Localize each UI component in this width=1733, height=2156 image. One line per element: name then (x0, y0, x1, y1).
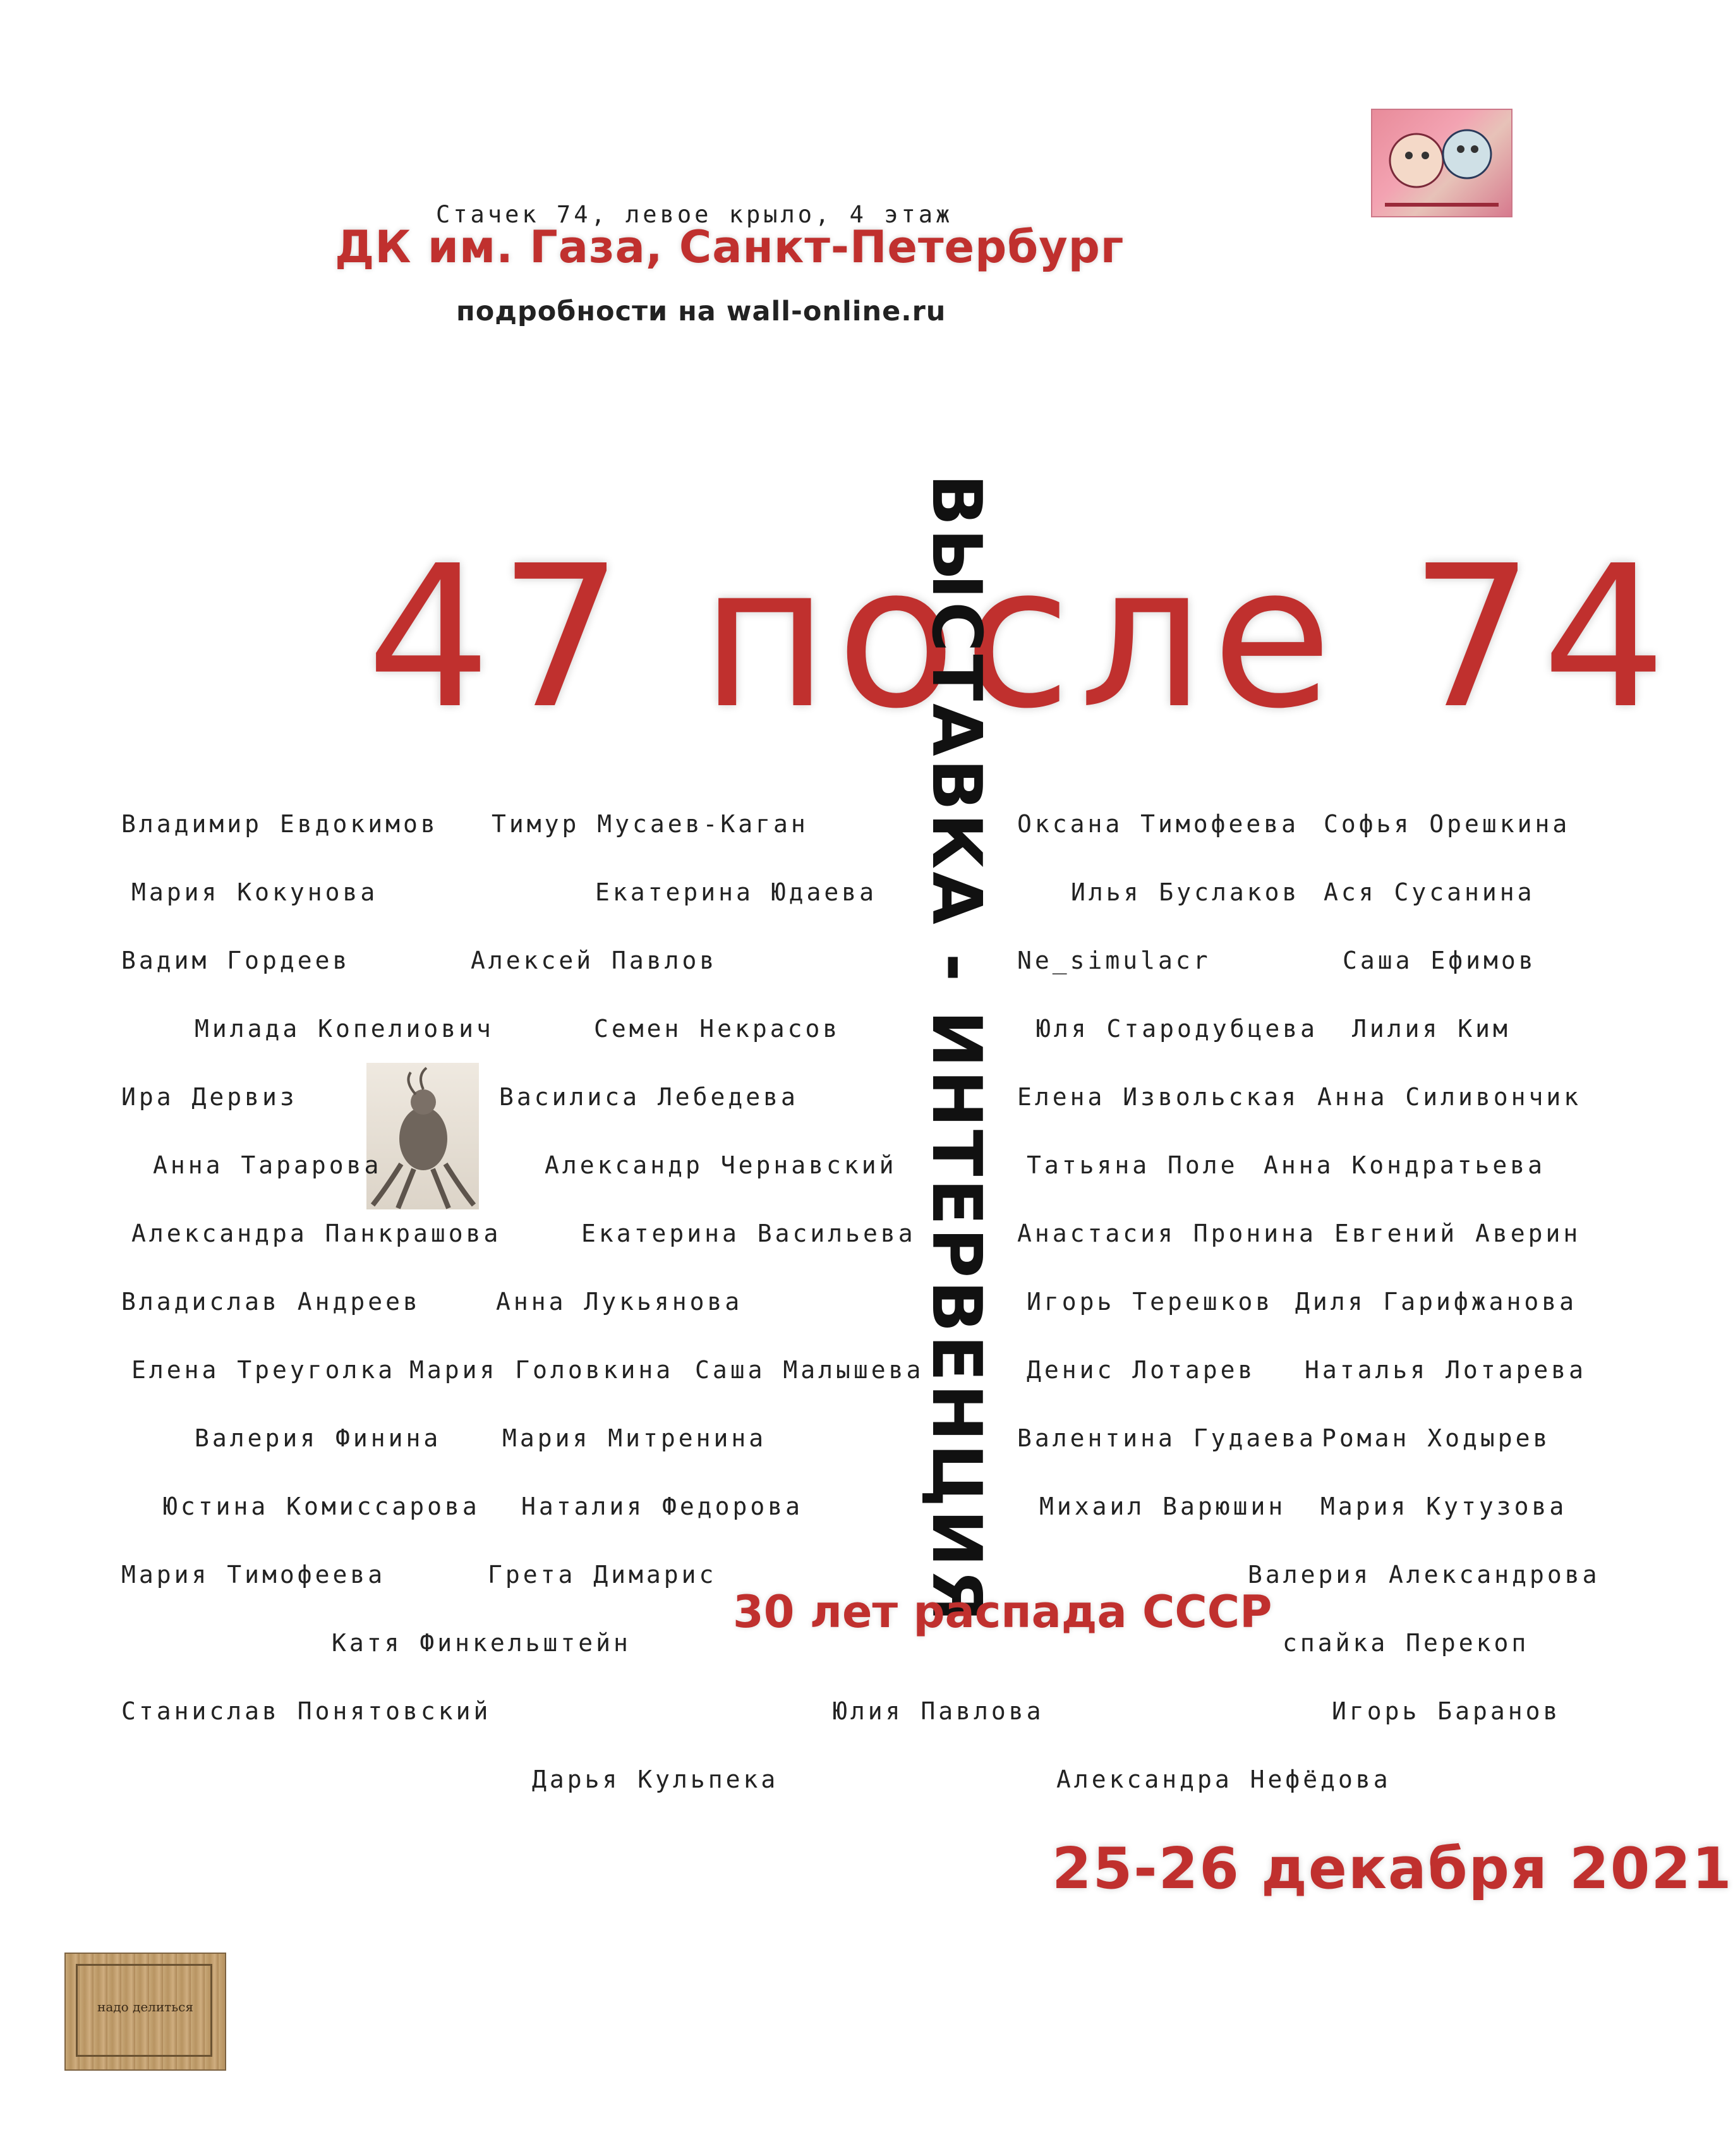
main-title: 47 после 74 (366, 524, 1674, 752)
artist-name: Грета Димарис (488, 1561, 717, 1589)
artist-name: Екатерина Юдаева (595, 878, 878, 906)
artist-name: спайка Перекоп (1283, 1629, 1530, 1657)
address: Стачек 74, левое крыло, 4 этаж (436, 201, 953, 228)
artist-name: Александр Чернавский (545, 1151, 897, 1179)
artist-name: Елена Треуголка (131, 1356, 396, 1384)
artist-name: Катя Финкельштейн (332, 1629, 631, 1657)
artist-name: Александра Панкрашова (131, 1220, 502, 1247)
artist-name: Владимир Евдокимов (121, 810, 438, 838)
wood-sign-image (64, 1953, 226, 2071)
artist-name: Саша Ефимов (1343, 947, 1537, 974)
artist-name: Денис Лотарев (1027, 1356, 1256, 1384)
artist-name: Софья Орешкина (1324, 810, 1571, 838)
artist-name: Саша Малышева (695, 1356, 924, 1384)
artist-name: Илья Буслаков (1071, 878, 1300, 906)
artist-name: Александра Нефёдова (1056, 1765, 1391, 1793)
artist-name: Екатерина Васильева (581, 1220, 916, 1247)
artist-name: Вадим Гордеев (121, 947, 351, 974)
event-dates: 25-26 декабря 2021 (1052, 1836, 1733, 1902)
artist-name: Владислав Андреев (121, 1288, 421, 1316)
artist-name: Мария Головкина (409, 1356, 674, 1384)
artist-name: Мария Тимофеева (121, 1561, 386, 1589)
artist-name: Юстина Комиссарова (163, 1493, 480, 1520)
artist-name: Наталия Федорова (521, 1493, 804, 1520)
details-link[interactable]: подробности на wall-online.ru (456, 296, 946, 327)
artist-name: Станислав Понятовский (121, 1697, 492, 1725)
artist-name: Елена Извольская (1017, 1083, 1300, 1111)
artist-name: Евгений Аверин (1334, 1220, 1581, 1247)
artist-name: Игорь Терешков (1027, 1288, 1274, 1316)
artist-name: Мария Кутузова (1320, 1493, 1567, 1520)
artist-name: Валерия Финина (195, 1424, 442, 1452)
artist-name: Семен Некрасов (594, 1015, 841, 1043)
artist-name: Ne_simulacr (1017, 947, 1211, 974)
artist-name: Тимур Мусаев-Каган (492, 810, 809, 838)
venue-title: ДК им. Газа, Санкт-Петербург (335, 221, 1125, 273)
artist-name: Мария Кокунова (131, 878, 378, 906)
artist-name: Анна Силивончик (1317, 1083, 1582, 1111)
artist-name: Валентина Гудаева (1017, 1424, 1317, 1452)
artist-name: Наталья Лотарева (1305, 1356, 1587, 1384)
artist-name: Юлия Павлова (833, 1697, 1044, 1725)
artist-name: Милада Копелиович (195, 1015, 494, 1043)
artist-name: Анастасия Пронина (1017, 1220, 1317, 1247)
artist-name: Василиса Лебедева (499, 1083, 799, 1111)
artist-name: Роман Ходырев (1322, 1424, 1551, 1452)
artist-name: Михаил Варюшин (1039, 1493, 1286, 1520)
artist-name: Валерия Александрова (1248, 1561, 1600, 1589)
artist-name: Ира Дервиз (121, 1083, 298, 1111)
artist-name: Алексей Павлов (471, 947, 718, 974)
artist-name: Анна Кондратьева (1264, 1151, 1546, 1179)
artist-name: Лилия Ким (1352, 1015, 1511, 1043)
artist-name: Диля Гарифжанова (1295, 1288, 1578, 1316)
artist-name: Анна Тарарова (153, 1151, 382, 1179)
artist-name: Мария Митренина (502, 1424, 767, 1452)
artist-name: Оксана Тимофеева (1017, 810, 1300, 838)
artist-name: Ася Сусанина (1324, 878, 1535, 906)
artist-name: Игорь Баранов (1332, 1697, 1561, 1725)
artist-name: Анна Лукьянова (496, 1288, 743, 1316)
artist-name: Дарья Кульпека (532, 1765, 779, 1793)
artist-name: Юля Стародубцева (1036, 1015, 1319, 1043)
wood-sign-text: надо делиться (97, 1999, 193, 2014)
vertical-title-text: ВЫСТАВКА - ИНТЕРВЕНЦИЯ (917, 474, 996, 1625)
anniversary-subtitle: 30 лет распада СССР (733, 1586, 1272, 1638)
artist-name: Татьяна Поле (1027, 1151, 1238, 1179)
